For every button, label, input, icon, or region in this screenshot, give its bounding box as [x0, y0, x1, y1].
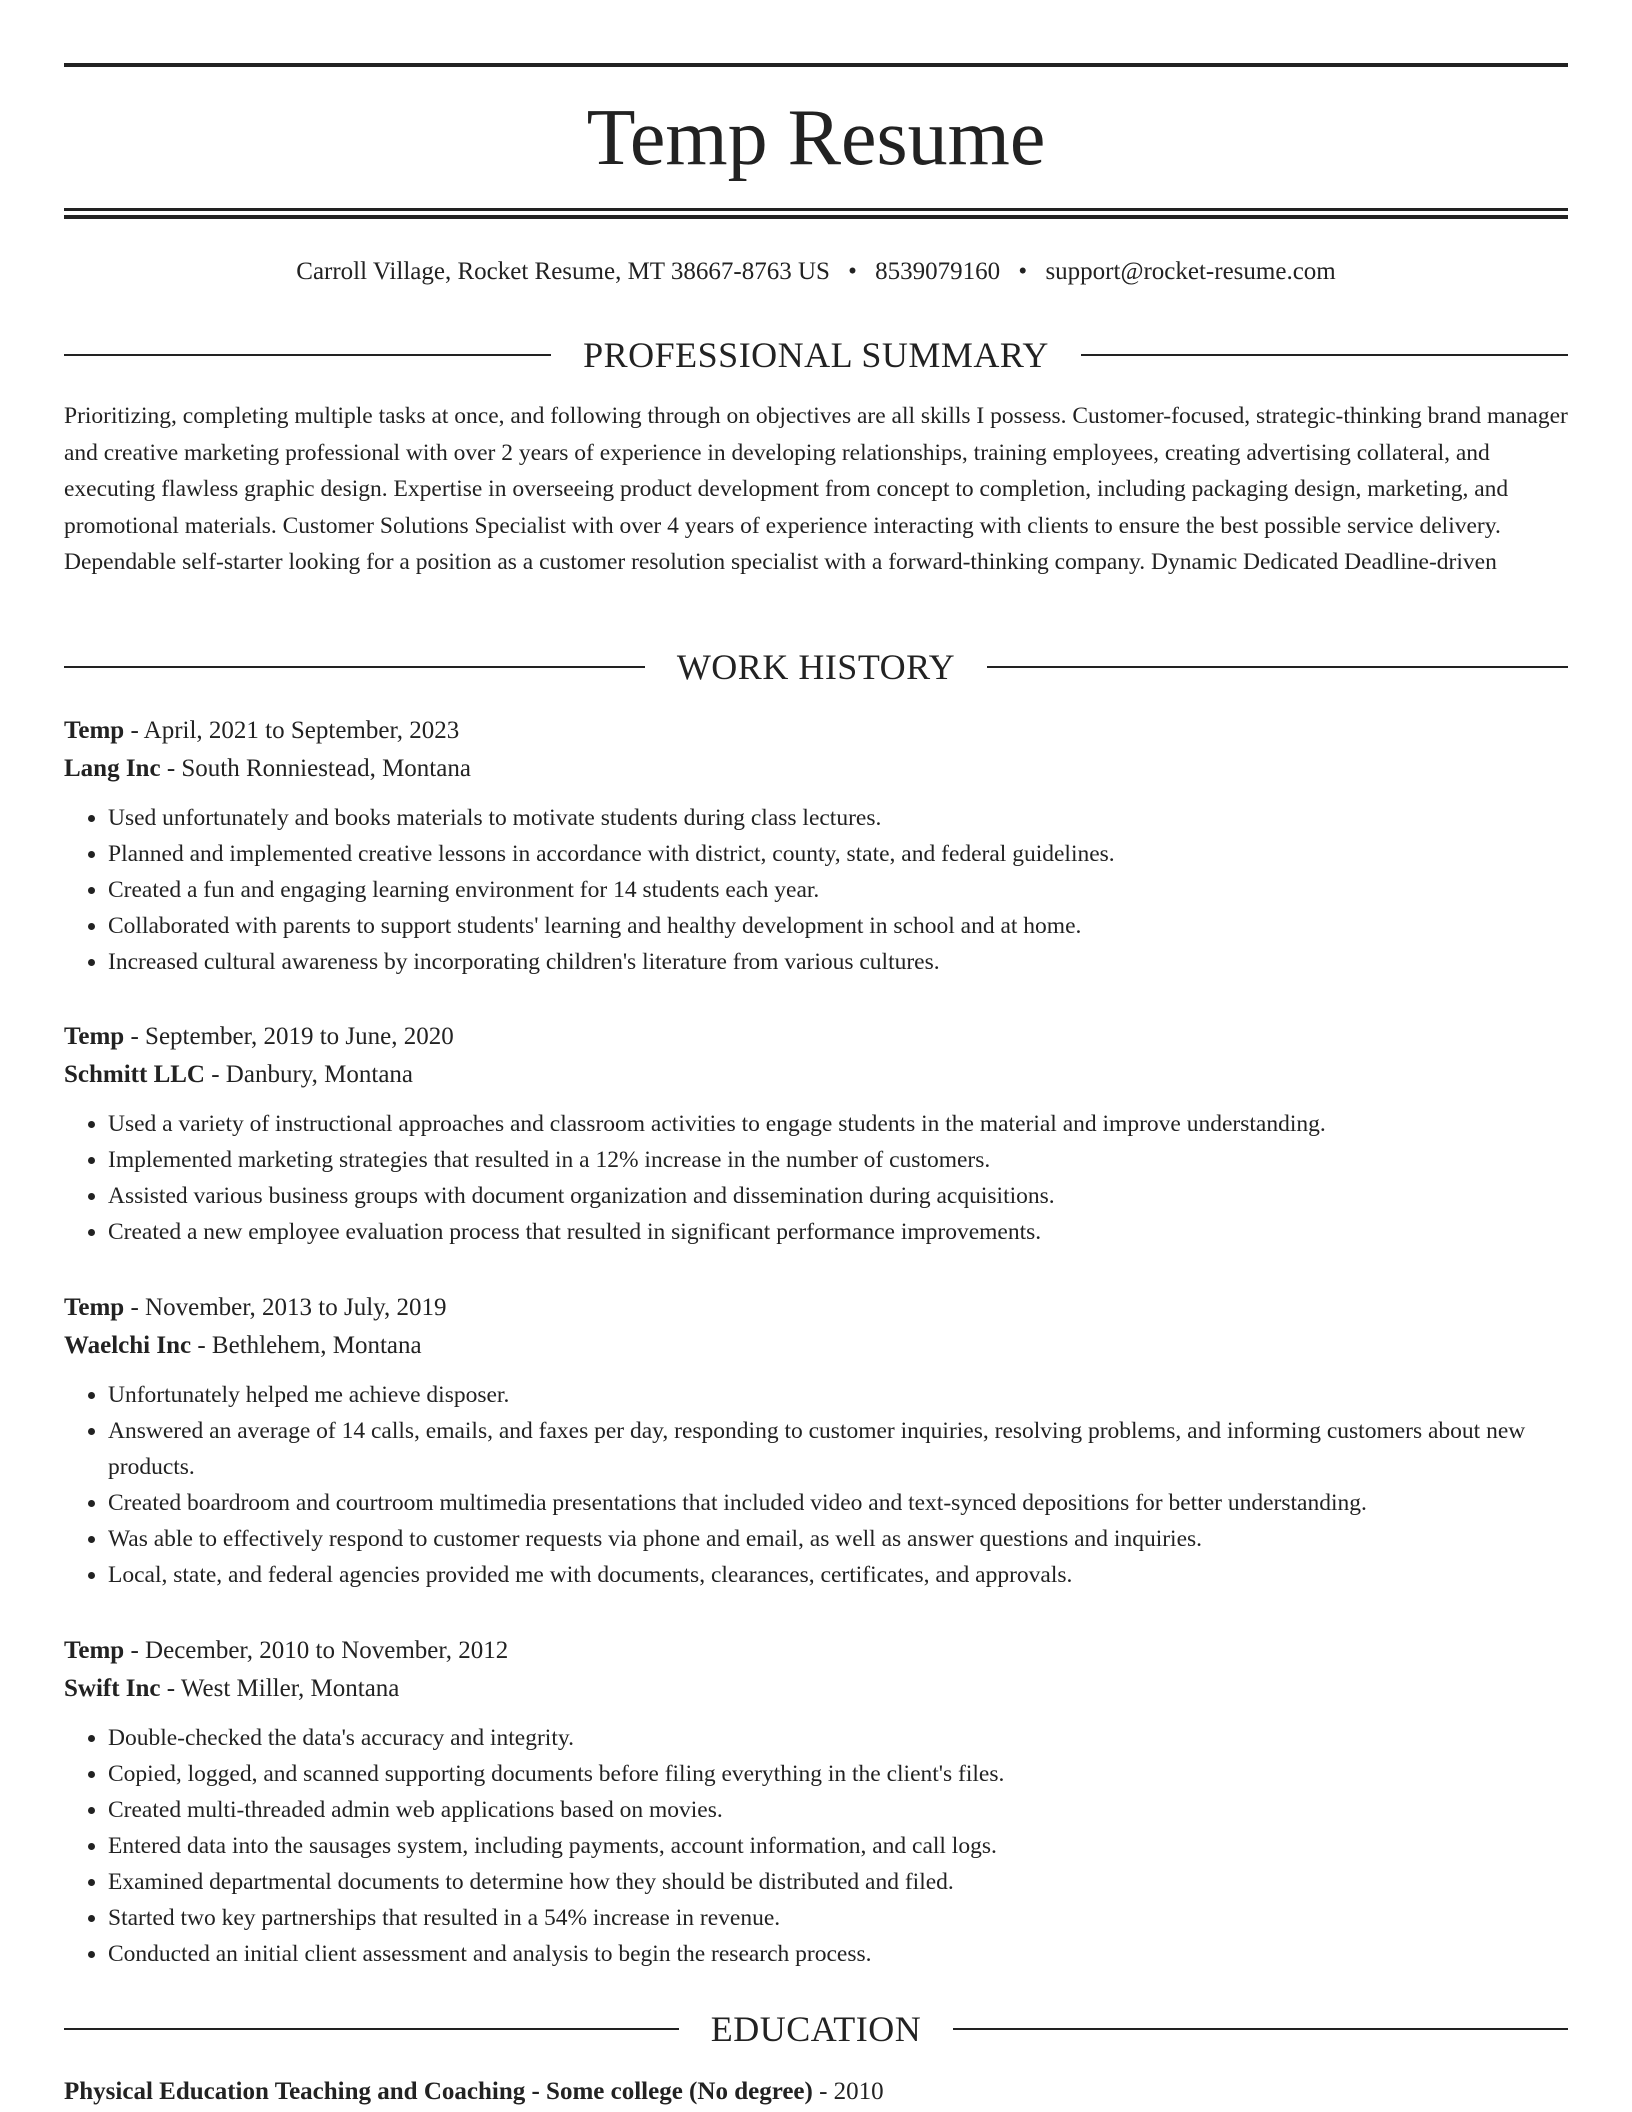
- list-item: • Entered data into the sausages system, including payments, account information, and call logs.: [108, 1828, 1568, 1864]
- job-company-line: [64, 1327, 1568, 1365]
- section-title: EDUCATION: [710, 2009, 922, 2049]
- list-item: • Created boardroom and courtroom multimedia presentations that included video and text-synced depositions for better understanding.: [108, 1485, 1568, 1521]
- section-rule-right: [953, 2028, 1568, 2030]
- list-item: • Assisted various business groups with document organization and dissemination during acquisitions.: [108, 1178, 1568, 1214]
- contact-address: Carroll Village, Rocket Resume, MT 38667-8763 US: [296, 258, 830, 285]
- job-title: Temp: [64, 717, 125, 744]
- job-location: - Danbury, Montana: [204, 1061, 414, 1088]
- job-location: - South Ronniestead, Montana: [160, 755, 471, 782]
- list-item: • Used unfortunately and books materials to motivate students during class lectures.: [108, 800, 1568, 836]
- list-item: • Examined departmental documents to determine how they should be distributed and filed.: [108, 1864, 1568, 1900]
- job-dates: - November, 2013 to July, 2019: [124, 1294, 447, 1321]
- job-dates: - April, 2021 to September, 2023: [124, 717, 460, 744]
- job-title-line: [64, 1018, 1568, 1056]
- job-company: Lang Inc: [64, 755, 161, 782]
- job-title: Temp: [64, 1023, 125, 1050]
- section-rule-left: [64, 2028, 679, 2030]
- education-entry: [64, 2074, 1568, 2110]
- job-dates: - December, 2010 to November, 2012: [124, 1637, 509, 1664]
- job-title: Temp: [64, 1637, 125, 1664]
- job-entry: [64, 1632, 1568, 1972]
- section-rule-left: [64, 666, 645, 668]
- section-education: [64, 2007, 1568, 2051]
- job-location: - Bethlehem, Montana: [191, 1332, 422, 1359]
- list-item: • Used a variety of instructional approaches and classroom activities to engage students in the material and improve understanding.: [108, 1106, 1568, 1142]
- job-company-line: [64, 1056, 1568, 1094]
- education-year: - 2010: [812, 2078, 884, 2105]
- list-item: • Created a new employee evaluation process that resulted in significant performance improvements.: [108, 1214, 1568, 1250]
- list-item: • Double-checked the data's accuracy and integrity.: [108, 1720, 1568, 1756]
- list-item: • Planned and implemented creative lessons in accordance with district, county, state, and federal guidelines.: [108, 836, 1568, 872]
- list-item: • Answered an average of 14 calls, emails, and faxes per day, responding to customer inquiries, resolving problems, and informing customers about new products.: [108, 1413, 1568, 1485]
- job-entry: [64, 712, 1568, 980]
- section-title: WORK HISTORY: [676, 647, 956, 687]
- job-company-line: [64, 750, 1568, 788]
- summary-text: Prioritizing, completing multiple tasks at once, and following through on objectives are all skills I possess. Customer-focused, strategic-thinking brand manager and creative marketing professional with over 2 years of experience in developing relationships, training employees, creating advertising collateral, and executing flawless graphic design. Expertise in overseeing product development from concept to completion, including packaging design, marketing, and promotional materials. Customer Solutions Specialist with over 4 years of experience interacting with clients to ensure the best possible service delivery. Dependable self-starter looking for a position as a customer resolution specialist with a forward-thinking company. Dynamic Dedicated Deadline-driven: [64, 403, 1568, 575]
- list-item: • Local, state, and federal agencies provided me with documents, clearances, certificates, and approvals.: [108, 1557, 1568, 1593]
- job-company: Swift Inc: [64, 1675, 161, 1702]
- top-rule: [64, 63, 1568, 67]
- job-company: Waelchi Inc: [64, 1332, 192, 1359]
- education-program: Physical Education Teaching and Coaching - Some college (No degree): [64, 2078, 813, 2105]
- contact-separator: •: [1018, 258, 1028, 285]
- job-company: Schmitt LLC: [64, 1061, 205, 1088]
- job-title-line: [64, 1289, 1568, 1327]
- list-item: • Conducted an initial client assessment and analysis to begin the research process.: [108, 1936, 1568, 1972]
- section-work-history: [64, 645, 1568, 689]
- job-bullets: [64, 1106, 1568, 1250]
- contact-phone: 8539079160: [875, 258, 1001, 285]
- section-rule-right: [987, 666, 1568, 668]
- job-entry: [64, 1289, 1568, 1593]
- job-bullets: [64, 1720, 1568, 1972]
- contact-email: support@rocket-resume.com: [1045, 258, 1336, 285]
- job-location: - West Miller, Montana: [160, 1675, 400, 1702]
- job-dates: - September, 2019 to June, 2020: [124, 1023, 454, 1050]
- list-item: • Collaborated with parents to support students' learning and healthy development in school and at home.: [108, 908, 1568, 944]
- job-bullets: [64, 1377, 1568, 1593]
- list-item: • Created multi-threaded admin web applications based on movies.: [108, 1792, 1568, 1828]
- contact-separator: •: [848, 258, 857, 285]
- list-item: • Started two key partnerships that resulted in a 54% increase in revenue.: [108, 1900, 1568, 1936]
- job-title-line: [64, 1632, 1568, 1670]
- section-rule-right: [1081, 354, 1568, 356]
- job-title: Temp: [64, 1294, 125, 1321]
- job-company-line: [64, 1670, 1568, 1708]
- list-item: • Was able to effectively respond to customer requests via phone and email, as well as answer questions and inquiries.: [108, 1521, 1568, 1557]
- job-title-line: [64, 712, 1568, 750]
- section-title: PROFESSIONAL SUMMARY: [583, 335, 1049, 375]
- section-professional-summary: [64, 333, 1568, 377]
- list-item: • Unfortunately helped me achieve disposer.: [108, 1377, 1568, 1413]
- contact-line: [0, 254, 1632, 290]
- list-item: • Increased cultural awareness by incorporating children's literature from various cultures.: [108, 944, 1568, 980]
- list-item: • Created a fun and engaging learning environment for 14 students each year.: [108, 872, 1568, 908]
- title-double-rule: [64, 208, 1568, 219]
- resume-title: Temp Resume: [586, 94, 1046, 182]
- job-bullets: [64, 800, 1568, 980]
- section-rule-left: [64, 354, 551, 356]
- list-item: • Implemented marketing strategies that resulted in a 12% increase in the number of customers.: [108, 1142, 1568, 1178]
- list-item: • Copied, logged, and scanned supporting documents before filing everything in the client's files.: [108, 1756, 1568, 1792]
- job-entry: [64, 1018, 1568, 1250]
